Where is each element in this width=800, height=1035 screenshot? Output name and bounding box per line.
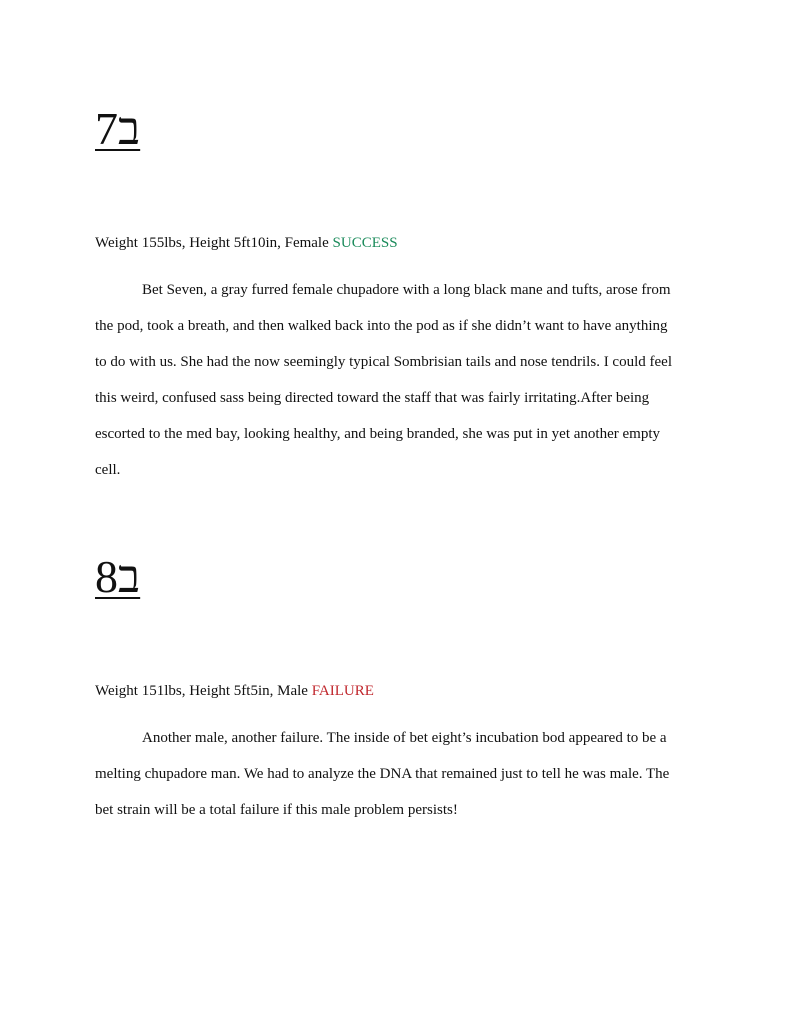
- body-line: escorted to the med bay, looking healthy, and being branded, she was put in yet another empty: [95, 426, 660, 442]
- body-line: the pod, took a breath, and then walked back into the pod as if she didn’t want to have anything: [95, 318, 668, 334]
- body-line: bet strain will be a total failure if this male problem persists!: [95, 802, 458, 818]
- entry-body-bet-8: [95, 720, 705, 828]
- status-failure: FAILURE: [311, 683, 374, 699]
- body-line: cell.: [95, 462, 121, 478]
- entry-body-bet-7: [95, 272, 705, 488]
- body-line: Bet Seven, a gray furred female chupadore with a long black mane and tufts, arose from: [142, 282, 671, 298]
- status-success: SUCCESS: [332, 235, 398, 251]
- entry-stats-bet-7: [95, 234, 398, 252]
- entry-heading-bet-8: ב8: [95, 551, 141, 602]
- stats-text: Weight 151lbs, Height 5ft5in, Male: [95, 683, 312, 699]
- entry-stats-bet-8: [95, 682, 374, 700]
- body-line: to do with us. She had the now seemingly typical Sombrisian tails and nose tendrils. I could feel: [95, 354, 672, 370]
- body-line: Another male, another failure. The inside of bet eight’s incubation bod appeared to be a: [142, 730, 667, 746]
- stats-text: Weight 155lbs, Height 5ft10in, Female: [95, 235, 333, 251]
- body-line: this weird, confused sass being directed toward the staff that was fairly irritating.After being: [95, 390, 650, 406]
- entry-heading-bet-7: ב7: [95, 103, 141, 154]
- body-line: melting chupadore man. We had to analyze the DNA that remained just to tell he was male. The: [95, 766, 670, 782]
